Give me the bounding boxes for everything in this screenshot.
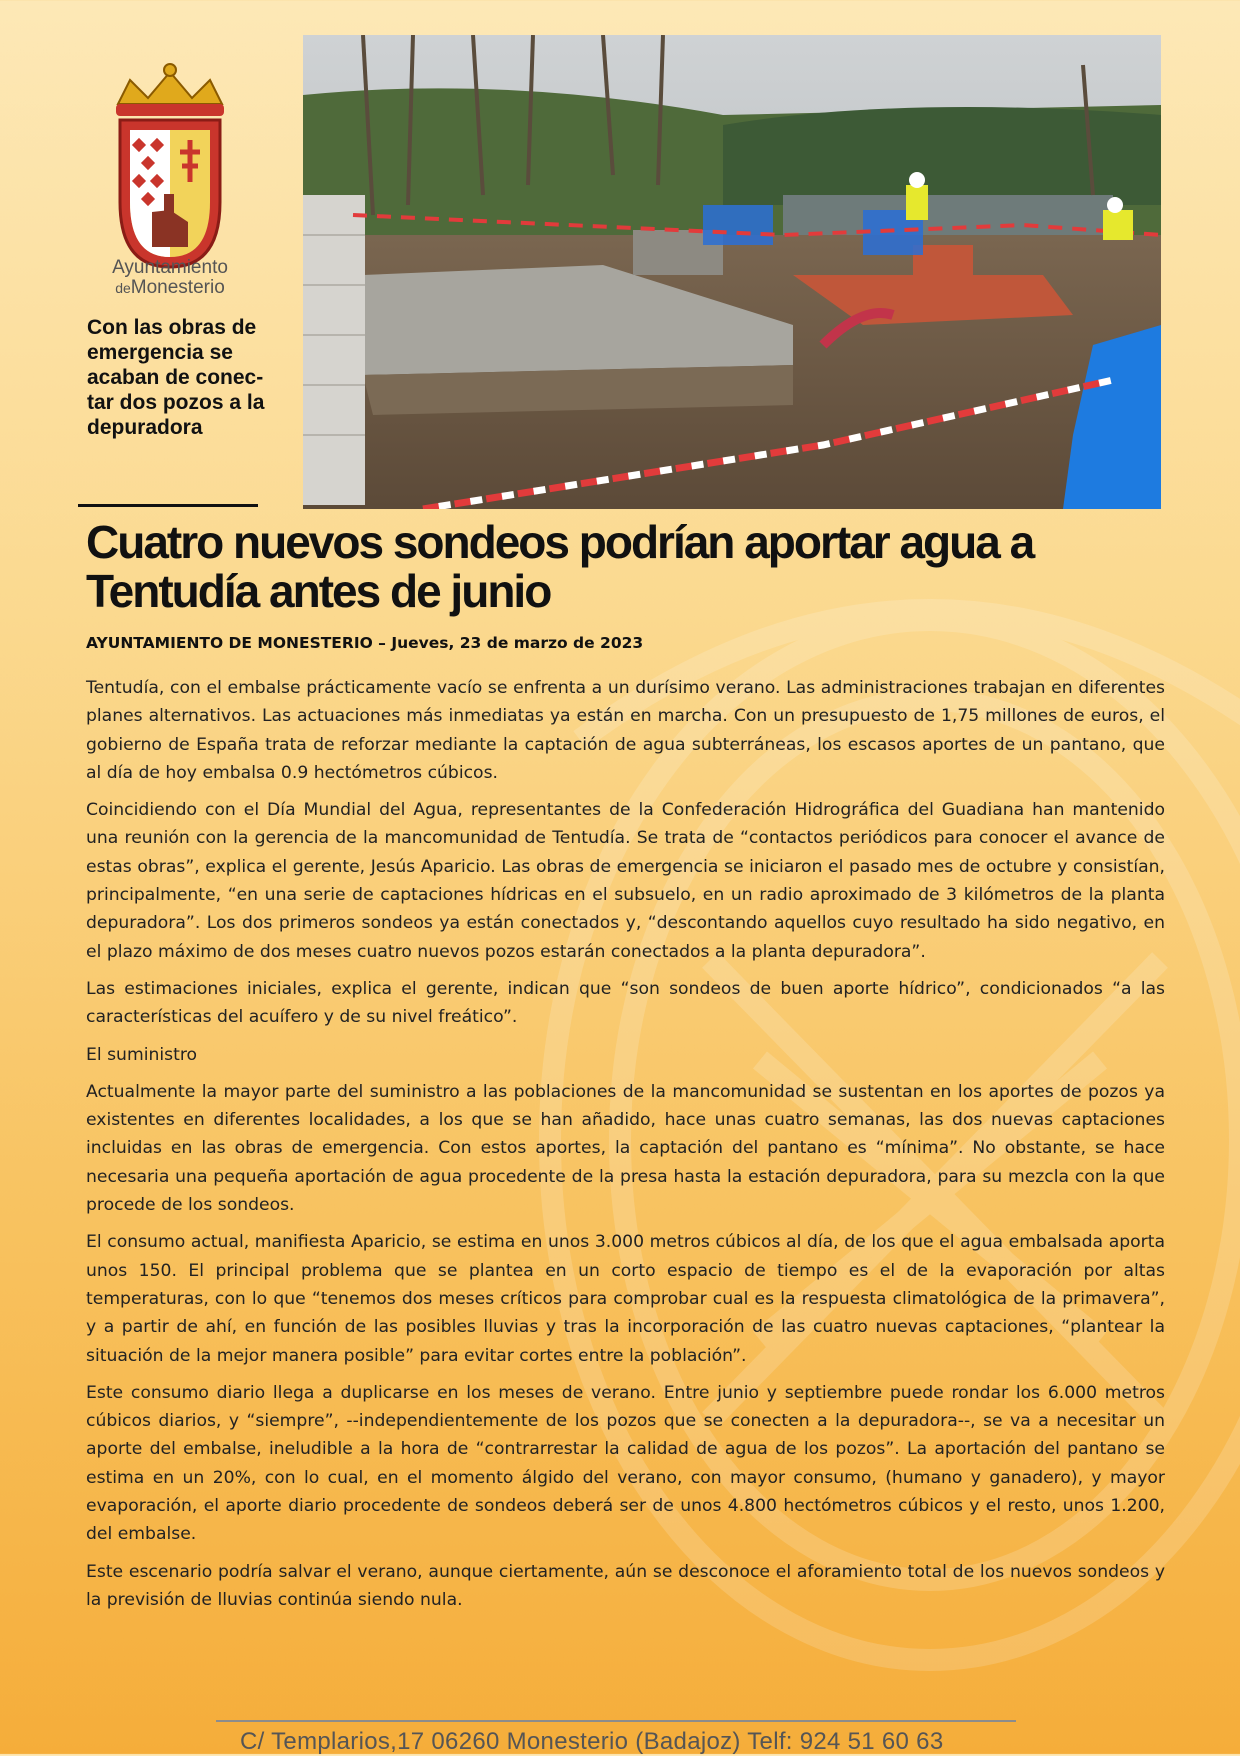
footer-divider [216,1720,1016,1722]
logo-line2: Monesterio [130,277,225,298]
paragraph: El consumo actual, manifiesta Aparicio, se estima en unos 3.000 metros cúbicos al día, de los que el agua embalsada aporta unos 150. El principal problema que se plantea en un corto espacio de tiempo es el de la evaporación por altas temperaturas, con lo que “tenemos dos meses críticos para comprobar cual es la respuesta climatológica de la primavera”, y a partir de ahí, en función de las posibles lluvias y tras la incorporación de las cuatro nuevas captaciones, “plantear la situación de la mejor manera posible” para evitar cortes entre la población”. [86,1232,1165,1366]
paragraph: Coincidiendo con el Día Mundial del Agua, representantes de la Confederación Hidrográfica del Guadiana han mantenido una reunión con la gerencia de la mancomunidad de Tentudía. Se trata de “contactos periódicos para conocer el avance de estas obras”, explica el gerente, Jesús Aparicio. Las obras de emergencia se iniciaron el pasado mes de octubre y consistían, principalmente, “en una serie de captaciones hídricas en el subsuelo, en un radio aproximado de 3 kilómetros de la planta depuradora”. Los dos primeros sondeos ya están conectados y, “descontando aquellos cuyo resultado ha sido negativo, en el plazo máximo de dos meses cuatro nuevos pozos estarán conectados a la planta depuradora”. [86,800,1165,962]
article-byline: AYUNTAMIENTO DE MONESTERIO – Jueves, 23 de marzo de 2023 [86,634,644,652]
article-headline: Cuatro nuevos sondeos podrían aportar agua a Tentudía antes de junio [86,516,1034,617]
paragraph: Actualmente la mayor parte del suministro a las poblaciones de la mancomunidad se sustentan en los aportes de pozos ya existentes en diferentes localidades, a los que se han añadido, hace unas cuatro semanas, las dos nuevas captaciones incluidas en las obras de emergencia. Con estos aportes, la captación del pantano es “mínima”. No obstante, se hace necesaria una pequeña aportación de agua procedente de la presa hasta la estación depuradora, para su mezcla con la que procede de los sondeos. [86,1081,1165,1216]
section-subheading: El suministro [86,1044,198,1065]
logo-text [80,258,260,298]
paragraph: Tentudía, con el embalse prácticamente vacío se enfrenta a un durísimo verano. Las administraciones trabajan en diferentes planes alternativos. Las actuaciones más inmediatas ya están en marcha. Con un presupuesto de 1,75 millones de euros, el gobierno de España trata de reforzar mediante la captación de agua subterráneas, los escasos aportes de un pantano, que al día de hoy embalsa 0.9 hectómetros cúbicos. [86,678,1165,783]
logo-line1: Ayuntamiento [112,257,228,278]
construction-site-photo [303,35,1161,509]
paragraph: Las estimaciones iniciales, explica el gerente, indican que “son sondeos de buen aporte hídrico”, condicionados “a las características del acuífero y de su nivel freático”. [86,978,1165,1028]
footer-address: C/ Templarios,17 06260 Monesterio (Badajoz) Telf: 924 51 60 63 [240,1728,944,1755]
photo-caption: Con las obras de emergencia se acaban de conec-tar dos pozos a la depuradora [87,316,265,439]
article-body [86,674,1165,1623]
caption-divider [78,504,258,507]
paragraph: Este escenario podría salvar el verano, aunque ciertamente, aún se desconoce el aforamiento total de los nuevos sondeos y la previsión de lluvias continúa siendo nula. [86,1561,1165,1610]
logo-line2-prefix: de [115,280,131,296]
paragraph: Este consumo diario llega a duplicarse en los meses de verano. Entre junio y septiembre puede rondar los 6.000 metros cúbicos diarios, y “siempre”, --independientemente de los pozos que se conecten a la depuradora--, se va a necesitar un aporte del embalse, ineludible a la hora de “contrarrestar la calidad de agua de los pozos”. La aportación del pantano se estima en un 20%, con lo cual, en el momento álgido del verano, con mayor consumo, (humano y ganadero), y mayor evaporación, el aporte diario procedente de sondeos deberá ser de unos 4.800 hectómetros cúbicos y el resto, unos 1.200, del embalse. [86,1382,1165,1545]
